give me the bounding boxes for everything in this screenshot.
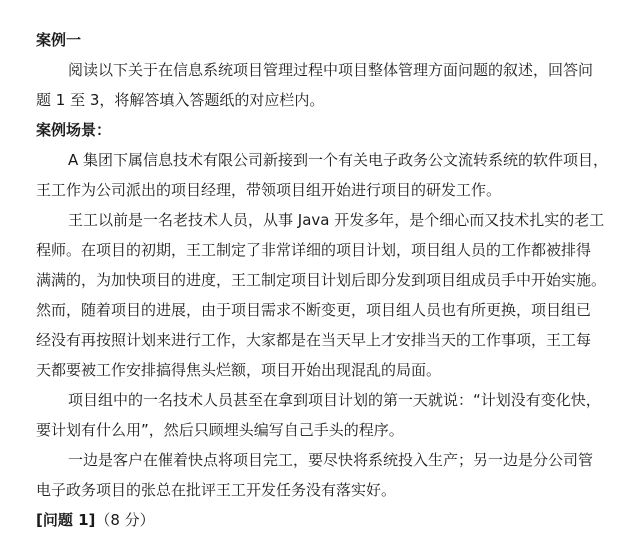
paragraph-4-line-1: 一边是客户在催着快点将项目完工，要尽快将系统投入生产；另一边是分公司管 (68, 451, 594, 469)
paragraph-3-line-1: 项目组中的一名技术人员甚至在拿到项目计划的第一天就说：“计划没有变化快， (68, 391, 601, 409)
intro-line-2: 题 1 至 3，将解答填入答题纸的对应栏内。 (36, 91, 325, 109)
case-title: 案例一 (36, 31, 82, 49)
paragraph-2-line-1: 王工以前是一名老技术人员，从事 Java 开发多年，是个细心而又技术扎实的老工 (68, 211, 605, 229)
paragraph-1-line-2: 王工作为公司派出的项目经理，带领项目组开始进行项目的研发工作。 (36, 181, 502, 199)
question-label: [问题 1] (36, 511, 96, 529)
question-score: （8 分） (95, 511, 155, 529)
paragraph-2-line-3: 满满的，为加快项目的进度，王工制定项目计划后即分发到项目组成员手中开始实施。 (36, 271, 607, 289)
scene-title: 案例场景： (36, 121, 112, 139)
paragraph-2-line-6: 天都要被工作安排搞得焦头烂额，项目开始出现混乱的局面。 (36, 361, 442, 379)
paragraph-4-line-2: 电子政务项目的张总在批评王工开发任务没有落实好。 (36, 481, 397, 499)
paragraph-2-line-2: 程师。在项目的初期，王工制定了非常详细的项目计划，项目组人员的工作都被排得 (36, 241, 592, 259)
paragraph-1-line-1: A 集团下属信息技术有限公司新接到一个有关电子政务公文流转系统的软件项目， (68, 151, 609, 169)
paragraph-2-line-5: 经没有再按照计划来进行工作，大家都是在当天早上才安排当天的工作事项，王工每 (36, 331, 592, 349)
question-heading (36, 505, 616, 535)
intro-line-1: 阅读以下关于在信息系统项目管理过程中项目整体管理方面问题的叙述，回答问 (68, 61, 594, 79)
paragraph-3-line-2: 要计划有什么用”，然后只顾埋头编写自己手头的程序。 (36, 421, 404, 439)
paragraph-2-line-4: 然而，随着项目的进展，由于项目需求不断变更，项目组人员也有所更换，项目组已 (36, 301, 592, 319)
